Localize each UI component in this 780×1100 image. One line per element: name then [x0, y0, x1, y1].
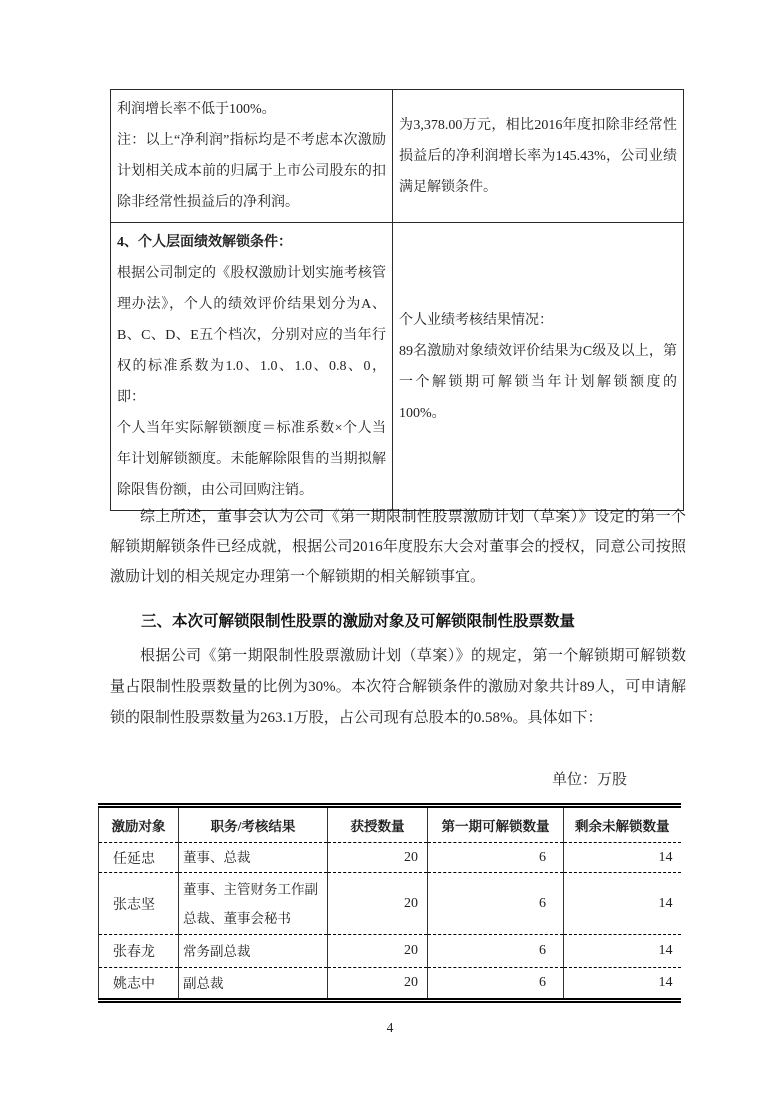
fulfillment-cell-personal	[393, 223, 684, 511]
section-3-heading: 三、本次可解锁限制性股票的激励对象及可解锁限制性股票数量	[141, 613, 576, 630]
header-position: 职务/考核结果	[179, 806, 328, 843]
table-row	[99, 873, 681, 935]
fulfillment-profit-text: 为3,378.00万元，相比2016年度扣除非经常性损益后的净利润增长率为145.43%，公司业绩满足解锁条件。	[399, 117, 677, 195]
page-number: 4	[386, 1020, 394, 1035]
incentive-recipients-table	[98, 803, 681, 1003]
header-unlockable-qty: 第一期可解锁数量	[428, 806, 564, 843]
remaining-qty: 14	[564, 935, 681, 968]
recipient-position: 常务副总裁	[179, 935, 328, 968]
table-row	[99, 968, 681, 1001]
granted-qty: 20	[328, 843, 428, 873]
unlockable-qty: 6	[428, 843, 564, 873]
recipient-position: 董事、总裁	[179, 843, 328, 873]
header-recipient: 激励对象	[99, 806, 179, 843]
condition-cell-personal	[111, 223, 393, 511]
recipient-name: 任延忠	[113, 851, 155, 867]
remaining-qty: 14	[564, 873, 681, 935]
recipient-name: 张志坚	[99, 873, 179, 935]
recipient-name: 张春龙	[99, 935, 179, 968]
header-granted-qty: 获授数量	[328, 806, 428, 843]
condition-row-profit	[111, 90, 684, 223]
recipient-position: 副总裁	[179, 968, 328, 1001]
table-row	[99, 935, 681, 968]
recipient-name: 姚志中	[99, 968, 179, 1001]
condition-profit-line: 利润增长率不低于100%。	[117, 102, 276, 117]
personal-condition-text-1: 根据公司制定的《股权激励计划实施考核管理办法》，个人的绩效评价结果划分为A、B、C、D、E五个档次，分别对应的当年行权的标准系数为1.0、1.0、1.0、0.8、0，即：	[117, 266, 386, 405]
unlockable-qty: 6	[428, 935, 564, 968]
unlockable-qty: 6	[428, 968, 564, 1001]
unit-label: 单位：万股	[551, 772, 627, 788]
board-conclusion-paragraph: 综上所述，董事会认为公司《第一期限制性股票激励计划（草案）》设定的第一个解锁期解锁条件已经成就，根据公司2016年度股东大会对董事会的授权，同意公司按照激励计划的相关规定办理第一个解锁期的相关解锁事宜。	[110, 509, 686, 585]
remaining-qty: 14	[564, 968, 681, 1001]
header-remaining-qty: 剩余未解锁数量	[564, 806, 681, 843]
personal-condition-text-2: 个人当年实际解锁额度＝标准系数×个人当年计划解锁额度。未能解除限售的当期拟解除限售份额，由公司回购注销。	[117, 421, 386, 498]
remaining-qty: 14	[564, 843, 681, 873]
unlockable-qty: 6	[428, 873, 564, 935]
personal-result-intro: 个人业绩考核结果情况：	[399, 312, 553, 328]
table-header-row	[99, 806, 681, 843]
recipient-position: 董事、主管财务工作副总裁、董事会秘书	[179, 873, 328, 935]
personal-result-text: 89名激励对象绩效评价结果为C级及以上，第一个解锁期可解锁当年计划解锁额度的100%。	[399, 343, 677, 421]
fulfillment-cell-profit	[393, 90, 684, 223]
unlock-conditions-table	[110, 89, 684, 511]
granted-qty: 20	[328, 873, 428, 935]
table-row	[99, 843, 681, 873]
granted-qty: 20	[328, 935, 428, 968]
condition-profit-note: 注：以上“净利润”指标均是不考虑本次激励计划相关成本前的归属于上市公司股东的扣除非经常性损益后的净利润。	[117, 133, 386, 210]
condition-row-personal	[111, 223, 684, 511]
condition-cell-profit	[111, 90, 393, 223]
granted-qty: 20	[328, 968, 428, 1001]
section-3-paragraph: 根据公司《第一期限制性股票激励计划（草案）》的规定，第一个解锁期可解锁数量占限制性股票数量的比例为30%。本次符合解锁条件的激励对象共计89人，可申请解锁的限制性股票数量为263.1万股，占公司现有总股本的0.58%。具体如下：	[110, 648, 686, 726]
personal-condition-heading: 4、个人层面绩效解锁条件：	[117, 235, 292, 250]
